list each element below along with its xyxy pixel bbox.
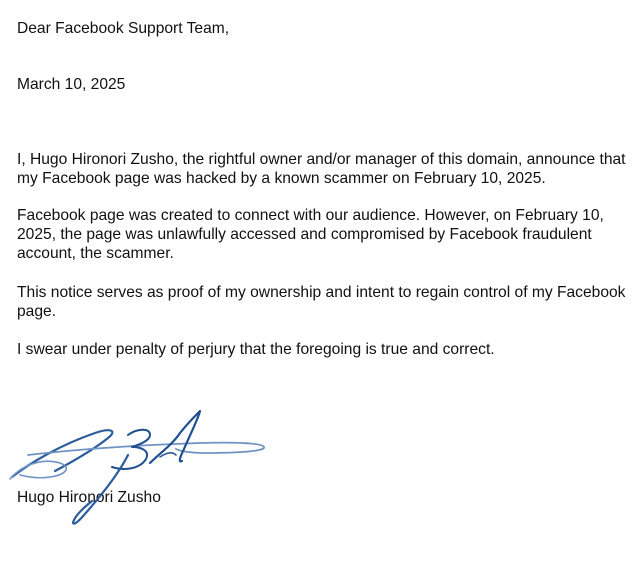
signature-stroke [150, 411, 200, 463]
letter-date: March 10, 2025 [17, 76, 126, 93]
signature-stroke [73, 455, 128, 524]
signatory-name: Hugo Hironori Zusho [17, 489, 161, 506]
paragraph-incident-details: Facebook page was created to connect with our audience. However, on February 10, 2025, the page was unlawfully accessed and compromised by Facebook fraudulent account, the scammer. [17, 207, 604, 262]
salutation: Dear Facebook Support Team, [17, 20, 230, 37]
paragraph-notice-purpose: This notice serves as proof of my ownership and intent to regain control of my Facebook page. [17, 284, 626, 320]
signature-stroke [112, 430, 150, 469]
signature-stroke [160, 453, 176, 457]
handwritten-signature [0, 405, 280, 535]
signature-stroke [12, 430, 112, 477]
paragraph-ownership-claim: I, Hugo Hironori Zusho, the rightful owner and/or manager of this domain, announce that my Facebook page was hacked by a known scammer on February 10, 2025. [17, 151, 626, 187]
paragraph-sworn-statement: I swear under penalty of perjury that the foregoing is true and correct. [17, 341, 495, 358]
